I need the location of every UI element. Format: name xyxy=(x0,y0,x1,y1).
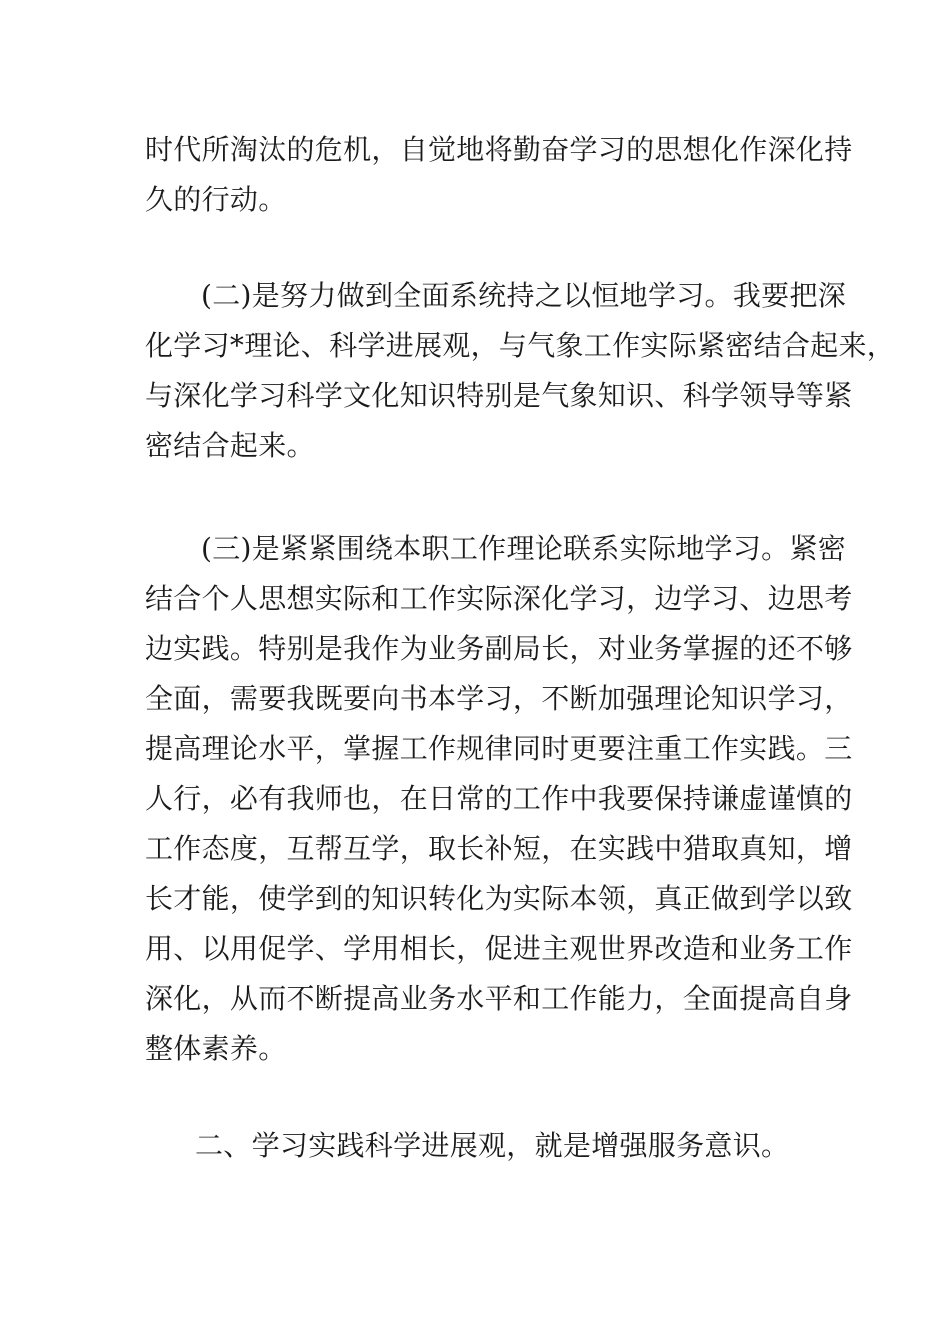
text-line: (二)是努力做到全面系统持之以恒地学习。我要把深 xyxy=(201,279,847,312)
text-line: 人行，必有我师也，在日常的工作中我要保持谦虚谨慎的 xyxy=(145,782,853,815)
text-line: 久的行动。 xyxy=(145,183,287,216)
text-line: 时代所淘汰的危机，自觉地将勤奋学习的思想化作深化持 xyxy=(145,133,853,166)
text-line xyxy=(145,1074,815,1124)
text-line: 边实践。特别是我作为业务副局长，对业务掌握的还不够 xyxy=(145,632,853,665)
text-line: 全面，需要我既要向书本学习，不断加强理论知识学习， xyxy=(145,682,853,715)
text-line: 提高理论水平，掌握工作规律同时更要注重工作实践。三 xyxy=(145,732,853,765)
text-line: (三)是紧紧围绕本职工作理论联系实际地学习。紧密 xyxy=(201,532,847,565)
paragraph-2 xyxy=(145,271,896,471)
text-line: 深化，从而不断提高业务水平和工作能力，全面提高自身 xyxy=(145,982,853,1015)
text-line: 用、以用促学、学用相长，促进主观世界改造和业务工作 xyxy=(145,932,853,965)
paragraph-1 xyxy=(145,125,853,225)
text-line: 结合个人思想实际和工作实际深化学习，边学习、边思考 xyxy=(145,582,853,615)
text-line: 与深化学习科学文化知识特别是气象知识、科学领导等紧 xyxy=(145,379,853,412)
paragraph-3 xyxy=(145,524,853,1124)
text-line: 密结合起来。 xyxy=(145,429,315,462)
text-line: 化学习*理论、科学进展观，与气象工作实际紧密结合起来， xyxy=(145,329,896,362)
section-heading xyxy=(145,1121,815,1171)
text-line: 整体素养。 xyxy=(145,1032,287,1065)
heading-line: 二、学习实践科学进展观，就是增强服务意识。 xyxy=(195,1129,790,1162)
text-line: 长才能，使学到的知识转化为实际本领，真正做到学以致 xyxy=(145,882,853,915)
text-line: 工作态度，互帮互学，取长补短，在实践中猎取真知，增 xyxy=(145,832,853,865)
